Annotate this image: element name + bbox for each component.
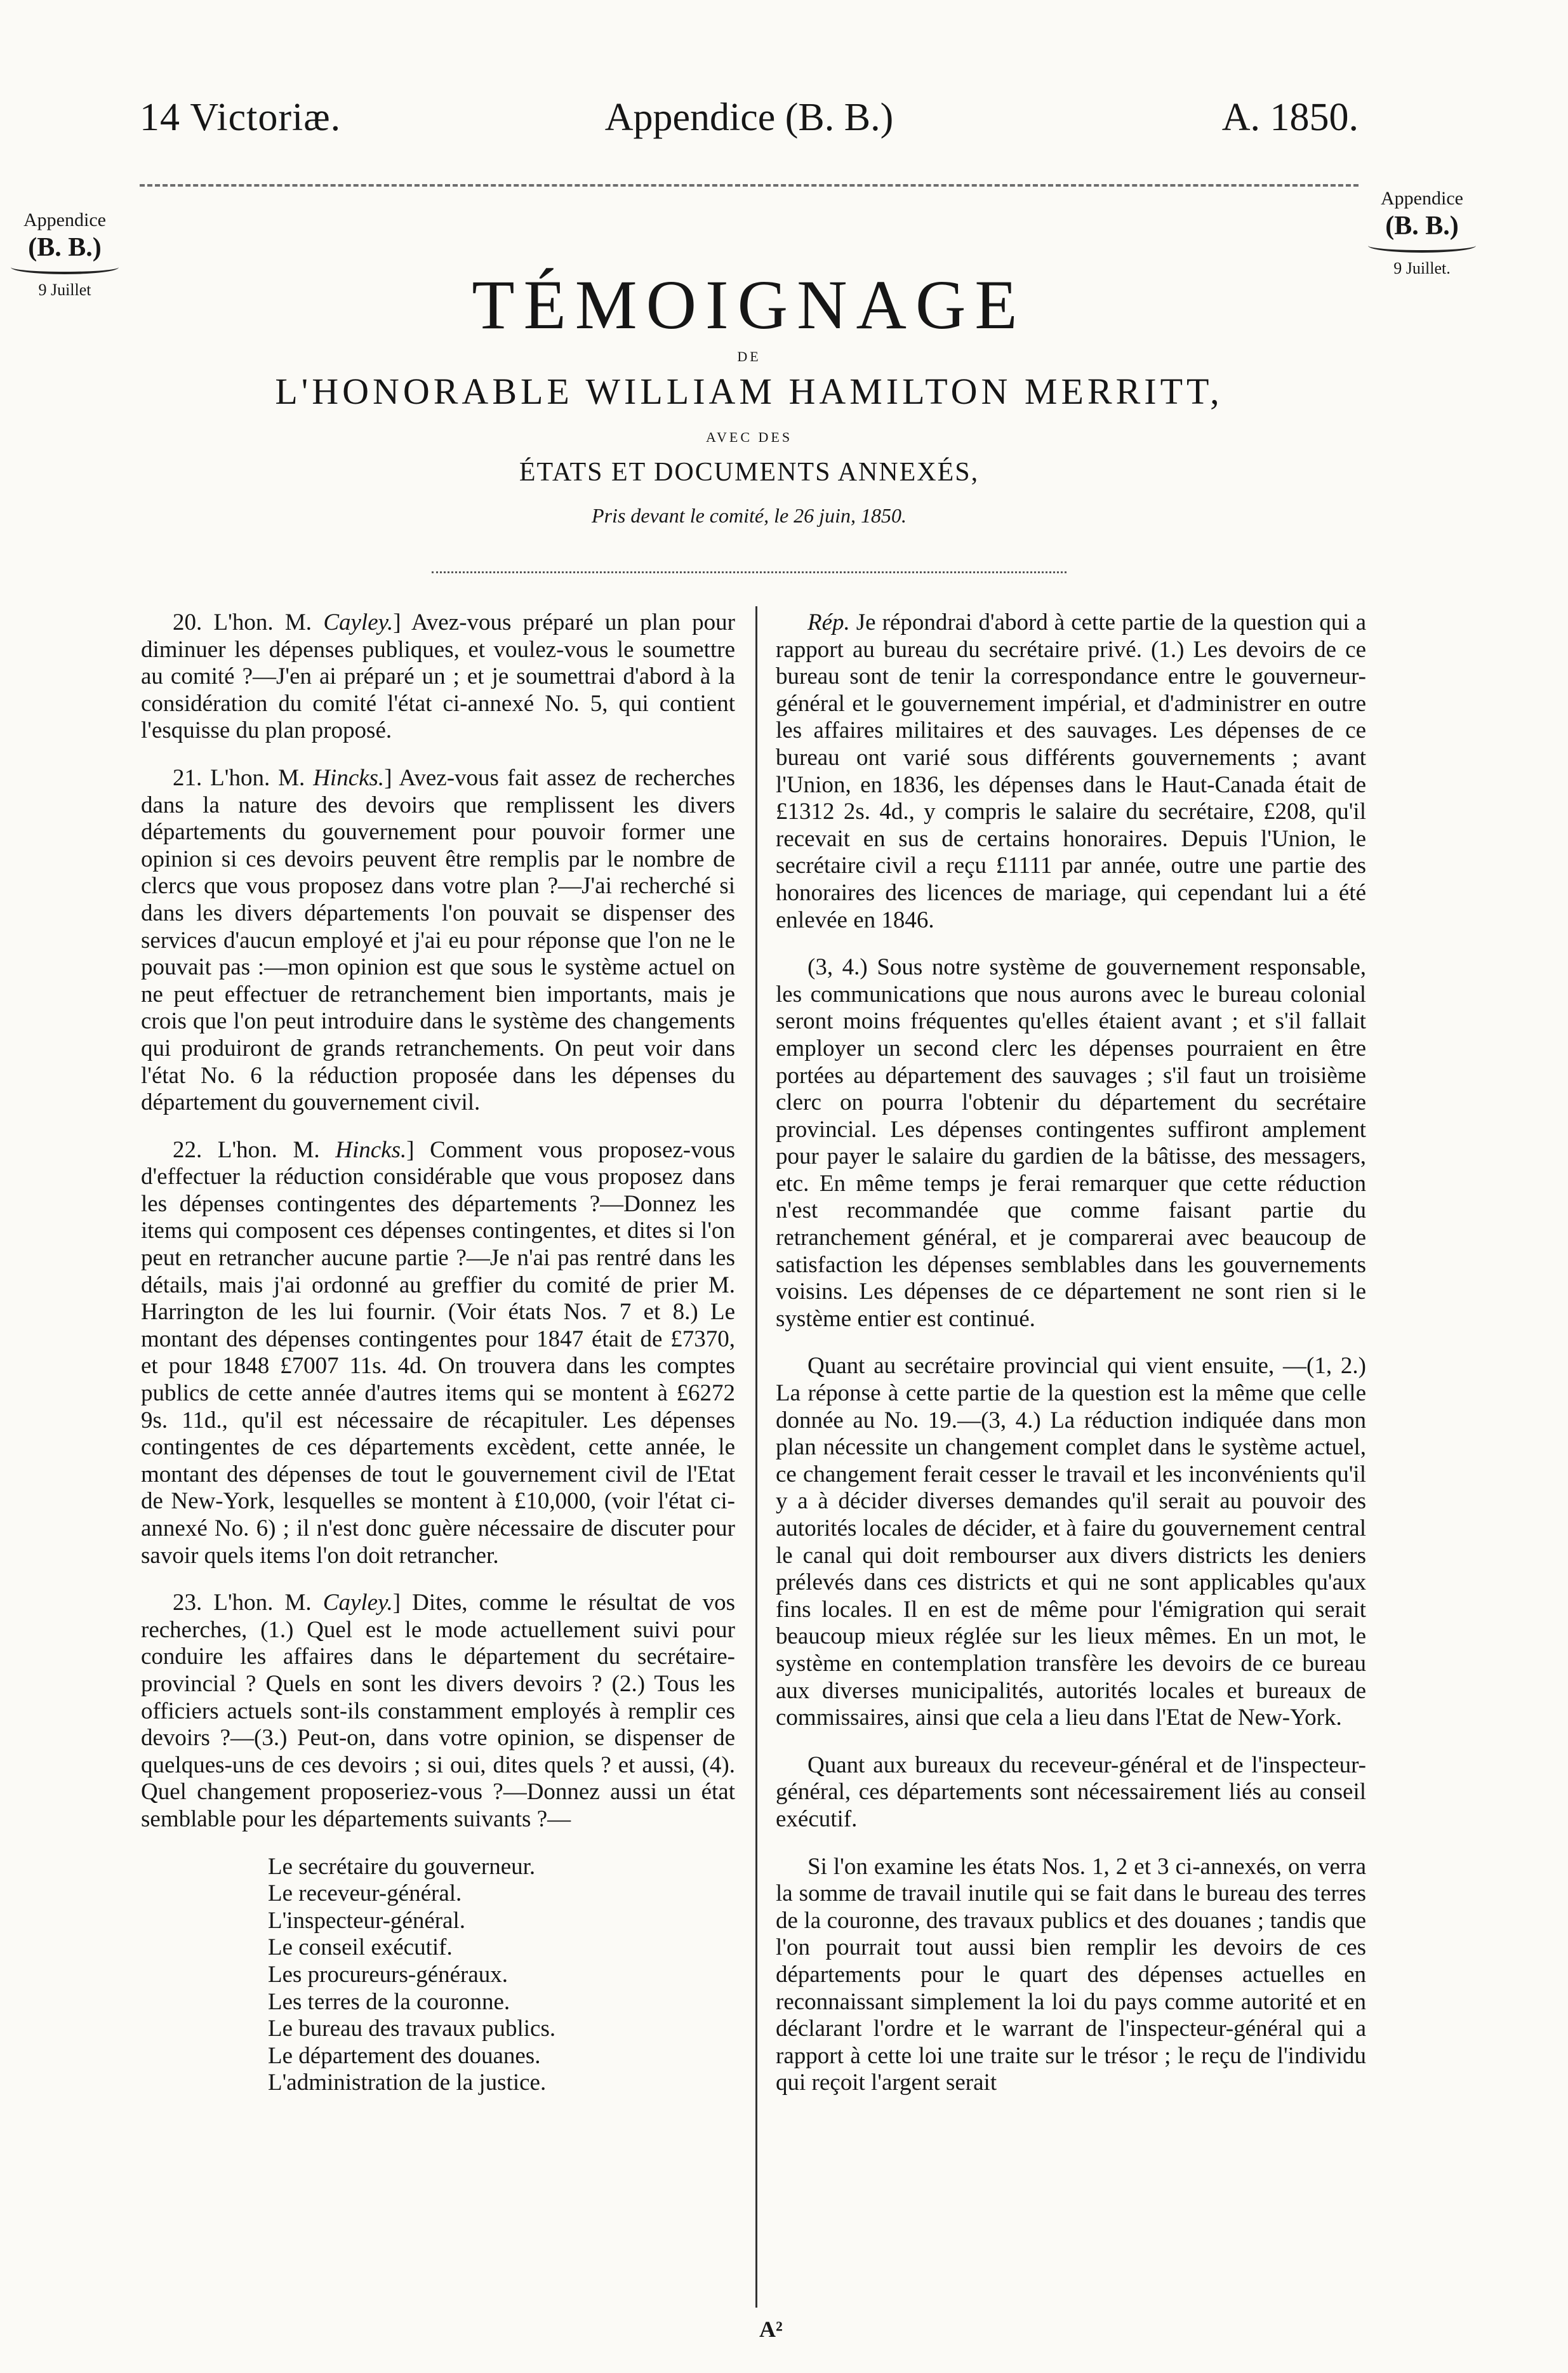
margin-note-date: 9 Juillet. xyxy=(1393,259,1451,277)
running-header xyxy=(140,95,1359,152)
speaker-name: Hincks. xyxy=(313,764,385,791)
list-item: Le conseil exécutif. xyxy=(268,1934,453,1961)
question-number: 20. xyxy=(173,609,203,635)
signature-mark: A² xyxy=(759,2316,783,2342)
header-appendix: Appendice (B. B.) xyxy=(604,96,894,139)
right-column xyxy=(776,609,1366,2117)
title-de: DE xyxy=(737,349,761,364)
speaker: L'hon. M. xyxy=(210,764,305,791)
question-number: 22. xyxy=(173,1136,203,1163)
margin-note-label: Appendice xyxy=(23,209,106,230)
speaker-name: Cayley. xyxy=(322,1590,393,1616)
list-item: Le secrétaire du gouverneur. xyxy=(268,1853,536,1880)
answer-text: Si l'on examine les états Nos. 1, 2 et 3 ci-annexés, on verra la somme de travail inutile qui se fait dans le bureau des terres de la couronne, des travaux publics et des douanes ; tandis que l'on pourrait tout aussi bien remplir les devoirs de ces départements pour le quart des dépenses actuelles en reconnaissant simplement la loi du pays comme autorité et en déclarant l'ordre et le warrant de l'inspecteur-général qui a rapport à cette loi une traite sur le trésor ; le reçu de l'individu qui reçoit l'argent serait xyxy=(776,1853,1366,2096)
speaker-name: Cayley. xyxy=(323,609,394,635)
header-year: A. 1850. xyxy=(1221,96,1359,139)
margin-note-code: (B. B.) xyxy=(28,233,102,262)
answer-text: Quant au secrétaire provincial qui vient ensuite, —(1, 2.) La réponse à cette partie de la question est la même que celle donnée au No. 19.—(3, 4.) La réduction indiquée dans mon plan nécessite un changement complet dans le système actuel, ce changement ferait cesser le travail et les inconvénients qu'il y a à décider diverses demandes qu'il serait au pouvoir des autorités locales de décider, et à faire du gouvernement central le canal qui doit rembourser aux divers districts les deniers prélevés dans ces districts et qui ne sont applicables qu'aux fins locales. Il en est de même pour l'émigration qui serait beaucoup mieux réglée sur les lieux mêmes. En un mot, le système en contemplation transfère les devoirs de ce bureau aux diverses municipalités, autorités locales et bureaux de commissaires, ainsi que cela a lieu dans l'Etat de New-York. xyxy=(776,1353,1366,1731)
answer-lead: Rép. xyxy=(807,609,850,635)
list-item: L'inspecteur-général. xyxy=(268,1907,466,1934)
question-number: 21. xyxy=(173,764,203,791)
column-divider xyxy=(755,606,757,2308)
ornament-rule xyxy=(432,571,1066,573)
answer-paragraph xyxy=(776,1752,1366,1833)
header-rule xyxy=(140,184,1359,187)
answer-paragraph xyxy=(776,609,1366,934)
title-block xyxy=(140,267,1359,528)
header-session: 14 Victoriæ. xyxy=(140,96,342,139)
question-paragraph xyxy=(141,1137,735,1570)
question-text: ] Comment vous proposez-vous d'effectuer la réduction considérable que vous proposez dans les dépenses contingentes des départements ?—Donnez les items qui composent ces dépenses contingentes, et dites si l'on peut en retrancher aucune partie ?—Je n'ai pas rentré dans les détails, mais j'ai ordonné au greffier du comité de prier M. Harrington de les lui fournir. (Voir états Nos. 7 et 8.) Le montant des dépenses contingentes pour 1847 était de £7370, et pour 1848 £7007 11s. 4d. On trouvera dans les comptes publics de cette année d'autres items qui se montent à £6272 9s. 11d., qu'il est nécessaire de récapituler. Les dépenses contingentes de ces départements excèdent, cette année, le montant des dépenses de tout le gouvernement civil de l'Etat de New-York, lesquelles se montent à £10,000, (voir l'état ci-annexé No. 6) ; il n'est donc guère nécessaire de discuter pour savoir quels items l'on doit retrancher. xyxy=(141,1136,736,1569)
question-text: ] Avez-vous fait assez de recherches dans la nature des devoirs que remplissent les divers départements du gouvernement pour pouvoir former une opinion si ces devoirs peuvent être remplis par le nombre de clercs que vous proposez dans votre plan ?—J'ai recherché si dans les divers départements l'on pouvait se dispenser des services d'aucun employé et j'ai eu pour réponse que l'on ne le pouvait pas :—mon opinion est que sous le système actuel on ne peut effectuer de retranchement bien importants, mais je crois que l'on peut introduire dans le système des changements qui produiront de grands retranchements. On peut voir dans l'état No. 6 la réduction proposée dans les dépenses du département du gouvernement civil. xyxy=(141,764,736,1116)
witness-name: L'HONORABLE WILLIAM HAMILTON MERRITT, xyxy=(275,371,1223,412)
margin-note-date: 9 Juillet xyxy=(38,281,91,299)
margin-note-right xyxy=(1365,188,1479,278)
speaker: L'hon. M. xyxy=(213,1590,312,1616)
list-item: L'administration de la justice. xyxy=(268,2070,547,2096)
question-text: ] Dites, comme le résultat de vos recherches, (1.) Quel est le mode actuellement suivi pour conduire les affaires dans le département du secrétaire-provincial ? Quels en sont les divers devoirs ? (2.) Tous les officiers actuels sont-ils constamment employés à remplir ces devoirs ?—(3.) Peut-on, dans votre opinion, se dispenser de quelques-uns de ces devoirs ; si oui, dites quels ? et aussi, (4). Quel changement proposeriez-vous ?—Donnez aussi un état semblable pour les départements suivants ?— xyxy=(141,1590,735,1832)
document-subtitle: ÉTATS ET DOCUMENTS ANNEXÉS, xyxy=(519,458,980,487)
question-paragraph xyxy=(141,609,735,745)
speaker-name: Hincks. xyxy=(335,1136,407,1163)
title-avec: AVEC DES xyxy=(705,429,793,445)
answer-paragraph xyxy=(776,954,1366,1333)
answer-text: Quant aux bureaux du receveur-général et de l'inspecteur-général, ces départements sont nécessairement liés au conseil exécutif. xyxy=(776,1752,1366,1832)
list-item: Le bureau des travaux publics. xyxy=(268,2016,556,2042)
question-paragraph xyxy=(141,765,735,1117)
department-list xyxy=(268,1854,735,2097)
question-text: ] Avez-vous préparé un plan pour diminuer les dépenses publiques, et voulez-vous le soumettre au comité ?—J'en ai préparé un ; et je soumettrai d'abord à la considération du comité l'état ci-annexé No. 5, qui contient l'esquisse du plan proposé. xyxy=(141,609,735,744)
answer-text: Je répondrai d'abord à cette partie de la question qui a rapport au bureau du secrétaire privé. (1.) Les devoirs de ce bureau sont de tenir la correspondance entre le gouverneur-général et le gouvernement impérial, et d'administrer en outre les affaires militaires et des sauvages. Les dépenses de ce bureau ont varié sous différents gouvernements ; avant l'Union, en 1836, les dépenses dans le Haut-Canada était de £1312 2s. 4d., y compris le salaire du secrétaire, £208, qu'il recevait en sus de certains honoraires. Depuis l'Union, le secrétaire civil a reçu £1111 par année, outre une partie des honoraires des licences de mariage, qui cependant lui a été enlevée en 1846. xyxy=(776,609,1366,933)
margin-note-code: (B. B.) xyxy=(1385,211,1459,241)
list-item: Le département des douanes. xyxy=(268,2042,541,2069)
margin-note-label: Appendice xyxy=(1381,188,1463,209)
question-number: 23. xyxy=(173,1590,203,1616)
answer-paragraph xyxy=(776,1854,1366,2097)
list-item: Les terres de la couronne. xyxy=(268,1988,510,2015)
speaker: L'hon. M. xyxy=(217,1136,320,1163)
list-item: Le receveur-général. xyxy=(268,1880,462,1907)
speaker: L'hon. M. xyxy=(213,609,312,635)
margin-note-left xyxy=(8,209,122,300)
left-column xyxy=(141,609,735,2097)
answer-text: (3, 4.) Sous notre système de gouvernement responsable, les communications que nous aurons avec le bureau colonial seront moins fréquentes qu'elles étaient avant ; et s'il fallait employer un second clerc les dépenses pourraient en être portées au département des sauvages ; s'il faut un troisième clerc on pourra l'obtenir du département du secrétaire provincial. Les dépenses contingentes suffiront amplement pour payer le salaire du gardien de la bâtisse, des messagers, etc. En même temps je ferai remarquer que cette réduction n'est recommandée que comme faisant partie du retranchement général, et je comparerai avec beaucoup de satisfaction les dépenses semblables dans les gouvernements voisins. Les dépenses de ce département ne sont rien si le système entier est continué. xyxy=(776,954,1366,1332)
document-title: TÉMOIGNAGE xyxy=(472,266,1027,343)
list-item: Les procureurs-généraux. xyxy=(268,1961,508,1988)
question-paragraph xyxy=(141,1590,735,1833)
answer-paragraph xyxy=(776,1353,1366,1731)
testimony-date: Pris devant le comité, le 26 juin, 1850. xyxy=(592,504,907,527)
